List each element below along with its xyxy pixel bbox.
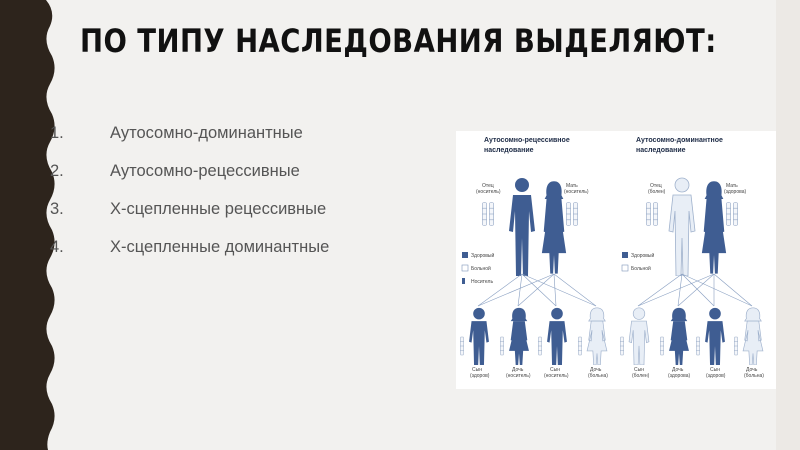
son-figure-icon [629, 308, 649, 365]
list-number: 1. [50, 124, 64, 142]
chromosome-icon [696, 337, 699, 355]
list-text: Х-сцепленные доминантные [110, 238, 330, 256]
inheritance-lines [638, 274, 752, 306]
daughter-figure-icon [587, 308, 607, 365]
legend-label: Больной [631, 266, 651, 272]
chromosome-icon [660, 337, 663, 355]
child-label: Дочь [590, 367, 602, 373]
child-label: Дочь [512, 367, 524, 373]
chromosome-icon [538, 337, 541, 355]
chromosome-icon [578, 337, 581, 355]
father-status: (болен) [648, 189, 666, 195]
child-label: Сын [550, 367, 560, 373]
panel-title: Аутосомно-рецессивное [484, 137, 570, 144]
chromosome-icon [489, 203, 493, 226]
father-status: (носитель) [476, 189, 501, 195]
legend-carrier-half [465, 278, 468, 284]
son-figure-icon [469, 308, 489, 365]
list-item [50, 162, 329, 200]
inheritance-diagram-image [456, 131, 776, 389]
child-label: Дочь [672, 367, 684, 373]
child-label: Сын [710, 367, 720, 373]
list-text: Аутосомно-доминантные [110, 124, 303, 142]
panel-recessive [460, 137, 608, 379]
child-status: (больна) [744, 373, 764, 379]
chromosome-icon [566, 203, 570, 226]
father-figure-icon [509, 178, 535, 276]
child-status: (здорова) [668, 373, 691, 379]
chromosome-icon [734, 337, 737, 355]
list-number: 2. [50, 162, 64, 180]
legend-healthy-swatch [462, 252, 468, 258]
mother-figure-icon [542, 181, 566, 273]
list-item [50, 200, 329, 238]
chromosome-icon [733, 203, 737, 226]
mother-status: (носитель) [564, 189, 589, 195]
legend-healthy-swatch [622, 252, 628, 258]
list-number: 3. [50, 200, 64, 218]
panel-subtitle: наследование [484, 147, 534, 154]
child-status: (здоров) [470, 373, 490, 379]
legend-label: Больной [471, 266, 491, 272]
son-figure-icon [547, 308, 567, 365]
list-number: 4. [50, 238, 64, 256]
child-status: (носитель) [544, 373, 569, 379]
child-status: (носитель) [506, 373, 531, 379]
legend-label: Здоровый [631, 253, 655, 259]
mother-status: (здорова) [724, 189, 747, 195]
mother-figure-icon [702, 181, 726, 273]
father-figure-icon [669, 178, 695, 276]
child-status: (здоров) [706, 373, 726, 379]
chromosome-icon [620, 337, 623, 355]
legend-label: Носитель [471, 279, 494, 285]
son-figure-icon [705, 308, 725, 365]
legend-affected-swatch [462, 265, 468, 271]
chromosome-icon [500, 337, 503, 355]
child-label: Сын [634, 367, 644, 373]
mother-label: Мать [566, 183, 578, 189]
child-status: (болен) [632, 373, 650, 379]
chromosome-icon [573, 203, 577, 226]
list-item [50, 124, 329, 162]
panel-subtitle: наследование [636, 147, 686, 154]
daughter-figure-icon [509, 308, 529, 365]
chromosome-icon [482, 203, 486, 226]
list-text: Аутосомно-рецессивные [110, 162, 300, 180]
inheritance-types-list [50, 124, 329, 276]
right-decorative-strip [776, 0, 800, 450]
chromosome-icon [646, 203, 650, 226]
inheritance-diagram [456, 131, 776, 389]
child-label: Сын [472, 367, 482, 373]
chromosome-icon [653, 203, 657, 226]
panel-title: Аутосомно-доминантное [636, 137, 723, 144]
daughter-figure-icon [669, 308, 689, 365]
list-item [50, 238, 329, 276]
chromosome-icon [460, 337, 463, 355]
inheritance-lines [478, 274, 596, 306]
father-label: Отец [482, 183, 494, 189]
child-label: Дочь [746, 367, 758, 373]
child-status: (больна) [588, 373, 608, 379]
panel-dominant [620, 137, 764, 379]
daughter-figure-icon [743, 308, 763, 365]
mother-label: Мать [726, 183, 738, 189]
list-text: Х-сцепленные рецессивные [110, 200, 327, 218]
legend-affected-swatch [622, 265, 628, 271]
father-label: Отец [650, 183, 662, 189]
chromosome-icon [726, 203, 730, 226]
legend-label: Здоровый [471, 253, 495, 259]
slide-title: ПО ТИПУ НАСЛЕДОВАНИЯ ВЫДЕЛЯЮТ: [80, 22, 717, 60]
